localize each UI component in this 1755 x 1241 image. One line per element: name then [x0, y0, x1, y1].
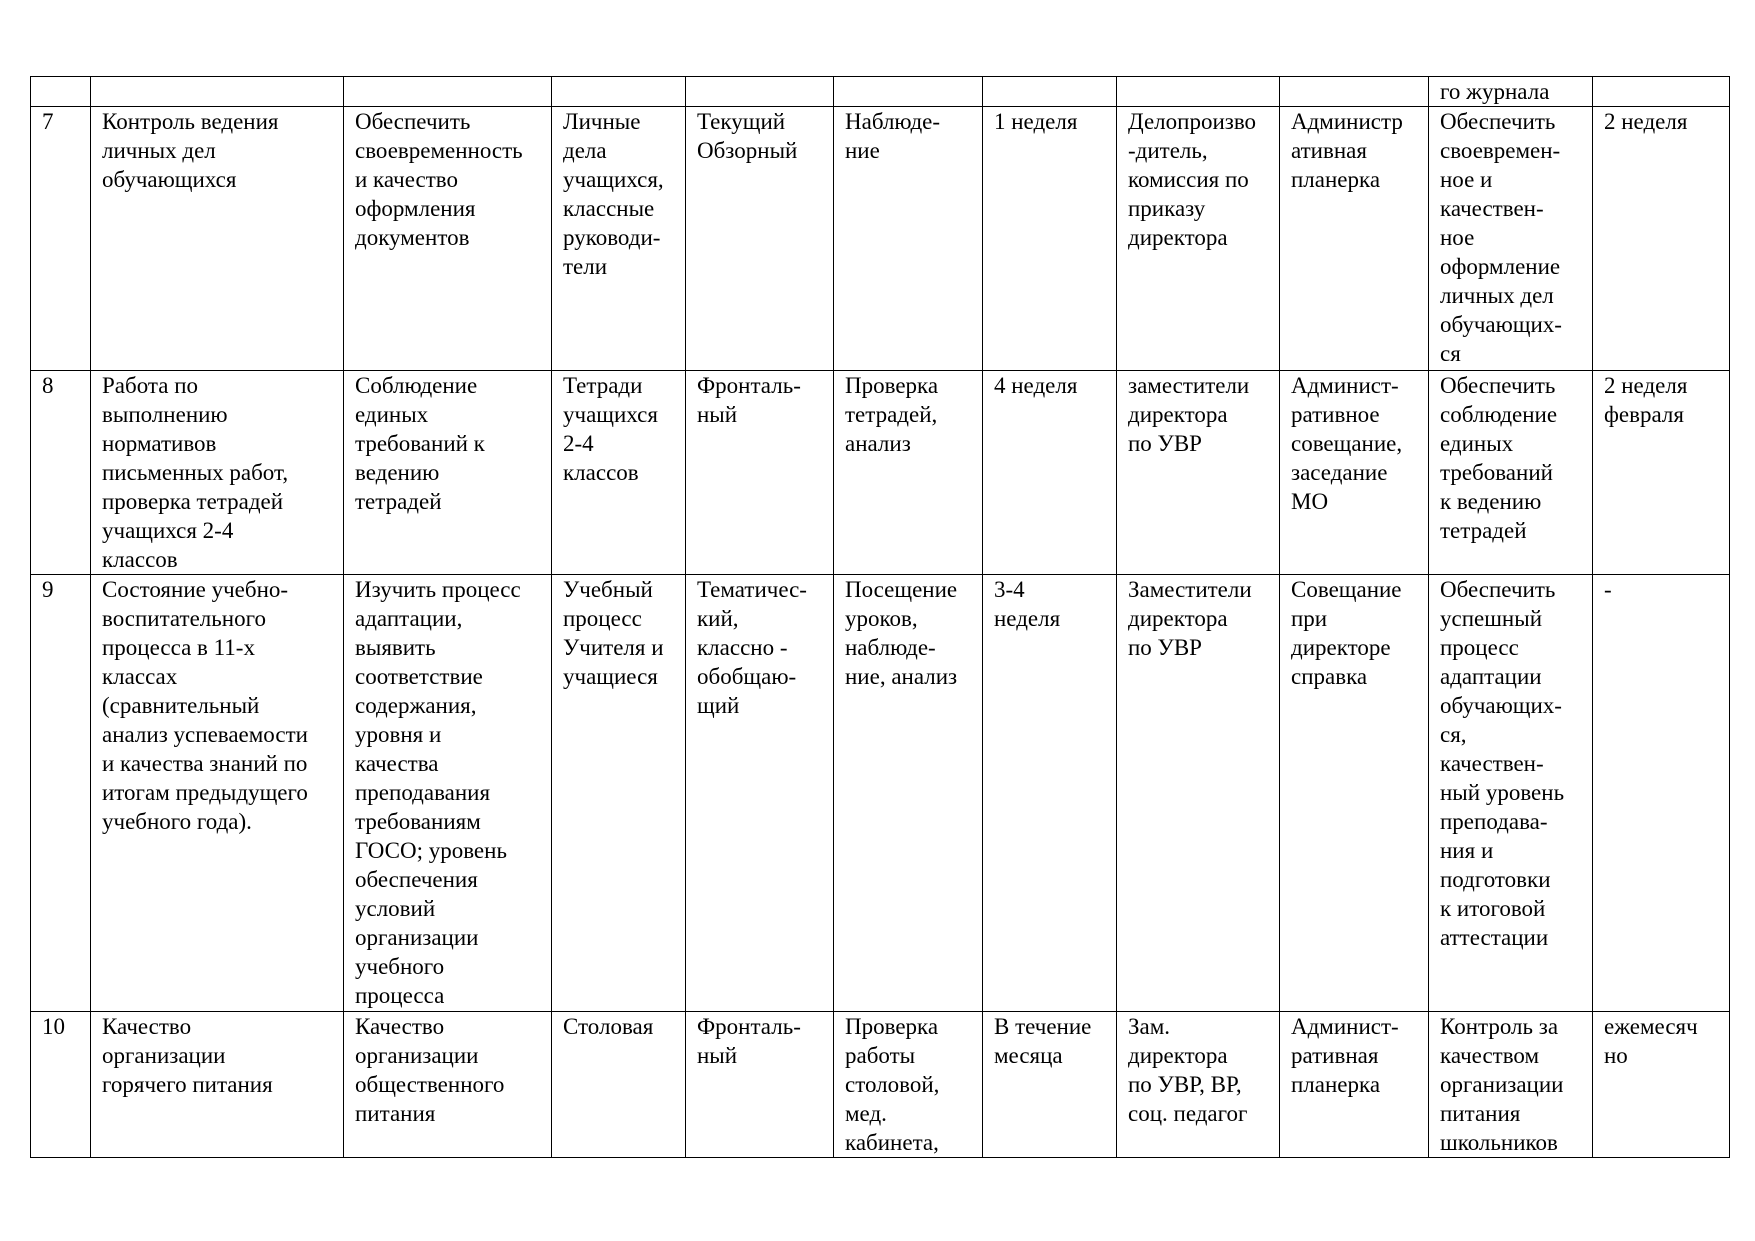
- cell-review-place: Совещание при директоре справка: [1280, 575, 1429, 1012]
- cell-method: Проверка тетрадей, анализ: [834, 371, 983, 575]
- cell-responsible: Заместители директора по УВР: [1117, 575, 1280, 1012]
- cell-followup: 2 неделя: [1593, 107, 1730, 371]
- cell-decision: Обеспечить соблюдение единых требований к ведению тетрадей: [1429, 371, 1593, 575]
- cell-timing: 3-4 неделя: [983, 575, 1117, 1012]
- cell-decision: Обеспечить своевремен- ное и качествен- ное оформление личных дел обучающих- ся: [1429, 107, 1593, 371]
- cell-decision: го журнала: [1429, 77, 1593, 107]
- table-row: [31, 107, 1730, 371]
- cell-method: [834, 77, 983, 107]
- cell-method: Посещение уроков, наблюде- ние, анализ: [834, 575, 983, 1012]
- cell-subject: Работа по выполнению нормативов письменных работ, проверка тетрадей учащихся 2-4 классов: [91, 371, 344, 575]
- cell-subject: Состояние учебно- воспитательного процесса в 11-х классах (сравнительный анализ успеваемости и качества знаний по итогам предыдущего учебного года).: [91, 575, 344, 1012]
- cell-type: Фронталь- ный: [686, 1012, 834, 1158]
- cell-type: Тематичес- кий, классно - обобщаю- щий: [686, 575, 834, 1012]
- cell-subject: [91, 77, 344, 107]
- cell-goal: Соблюдение единых требований к ведению тетрадей: [344, 371, 552, 575]
- cell-method: Проверка работы столовой, мед. кабинета,: [834, 1012, 983, 1158]
- cell-object: Столовая: [552, 1012, 686, 1158]
- cell-object: Тетради учащихся 2-4 классов: [552, 371, 686, 575]
- cell-goal: Изучить процесс адаптации, выявить соответствие содержания, уровня и качества преподавания требованиям ГОСО; уровень обеспечения условий организации учебного процесса: [344, 575, 552, 1012]
- cell-type: Фронталь- ный: [686, 371, 834, 575]
- table-row: [31, 1012, 1730, 1158]
- cell-object: Учебный процесс Учителя и учащиеся: [552, 575, 686, 1012]
- cell-no: 7: [31, 107, 91, 371]
- cell-no: [31, 77, 91, 107]
- cell-followup: ежемесяч но: [1593, 1012, 1730, 1158]
- cell-object: [552, 77, 686, 107]
- cell-type: [686, 77, 834, 107]
- cell-review-place: [1280, 77, 1429, 107]
- cell-decision: Контроль за качеством организации питания школьников: [1429, 1012, 1593, 1158]
- table-row: [31, 371, 1730, 575]
- cell-method: Наблюде- ние: [834, 107, 983, 371]
- cell-type: Текущий Обзорный: [686, 107, 834, 371]
- cell-goal: Качество организации общественного питания: [344, 1012, 552, 1158]
- cell-timing: [983, 77, 1117, 107]
- cell-object: Личные дела учащихся, классные руководи- тели: [552, 107, 686, 371]
- cell-subject: Качество организации горячего питания: [91, 1012, 344, 1158]
- cell-followup: [1593, 77, 1730, 107]
- cell-responsible: Делопроизво -дитель, комиссия по приказу директора: [1117, 107, 1280, 371]
- cell-timing: 1 неделя: [983, 107, 1117, 371]
- cell-timing: В течение месяца: [983, 1012, 1117, 1158]
- cell-subject: Контроль ведения личных дел обучающихся: [91, 107, 344, 371]
- table-row: [31, 77, 1730, 107]
- cell-review-place: Админист- ративное совещание, заседание МО: [1280, 371, 1429, 575]
- cell-no: 10: [31, 1012, 91, 1158]
- cell-followup: 2 неделя февраля: [1593, 371, 1730, 575]
- cell-goal: [344, 77, 552, 107]
- cell-responsible: заместители директора по УВР: [1117, 371, 1280, 575]
- table-row: [31, 575, 1730, 1012]
- cell-responsible: [1117, 77, 1280, 107]
- cell-decision: Обеспечить успешный процесс адаптации обучающих- ся, качествен- ный уровень преподава- ния и подготовки к итоговой аттестации: [1429, 575, 1593, 1012]
- cell-followup: -: [1593, 575, 1730, 1012]
- cell-responsible: Зам. директора по УВР, ВР, соц. педагог: [1117, 1012, 1280, 1158]
- cell-no: 9: [31, 575, 91, 1012]
- control-plan-table: [30, 76, 1730, 1158]
- cell-goal: Обеспечить своевременность и качество оформления документов: [344, 107, 552, 371]
- cell-review-place: Админист- ративная планерка: [1280, 1012, 1429, 1158]
- cell-no: 8: [31, 371, 91, 575]
- cell-review-place: Администр ативная планерка: [1280, 107, 1429, 371]
- cell-timing: 4 неделя: [983, 371, 1117, 575]
